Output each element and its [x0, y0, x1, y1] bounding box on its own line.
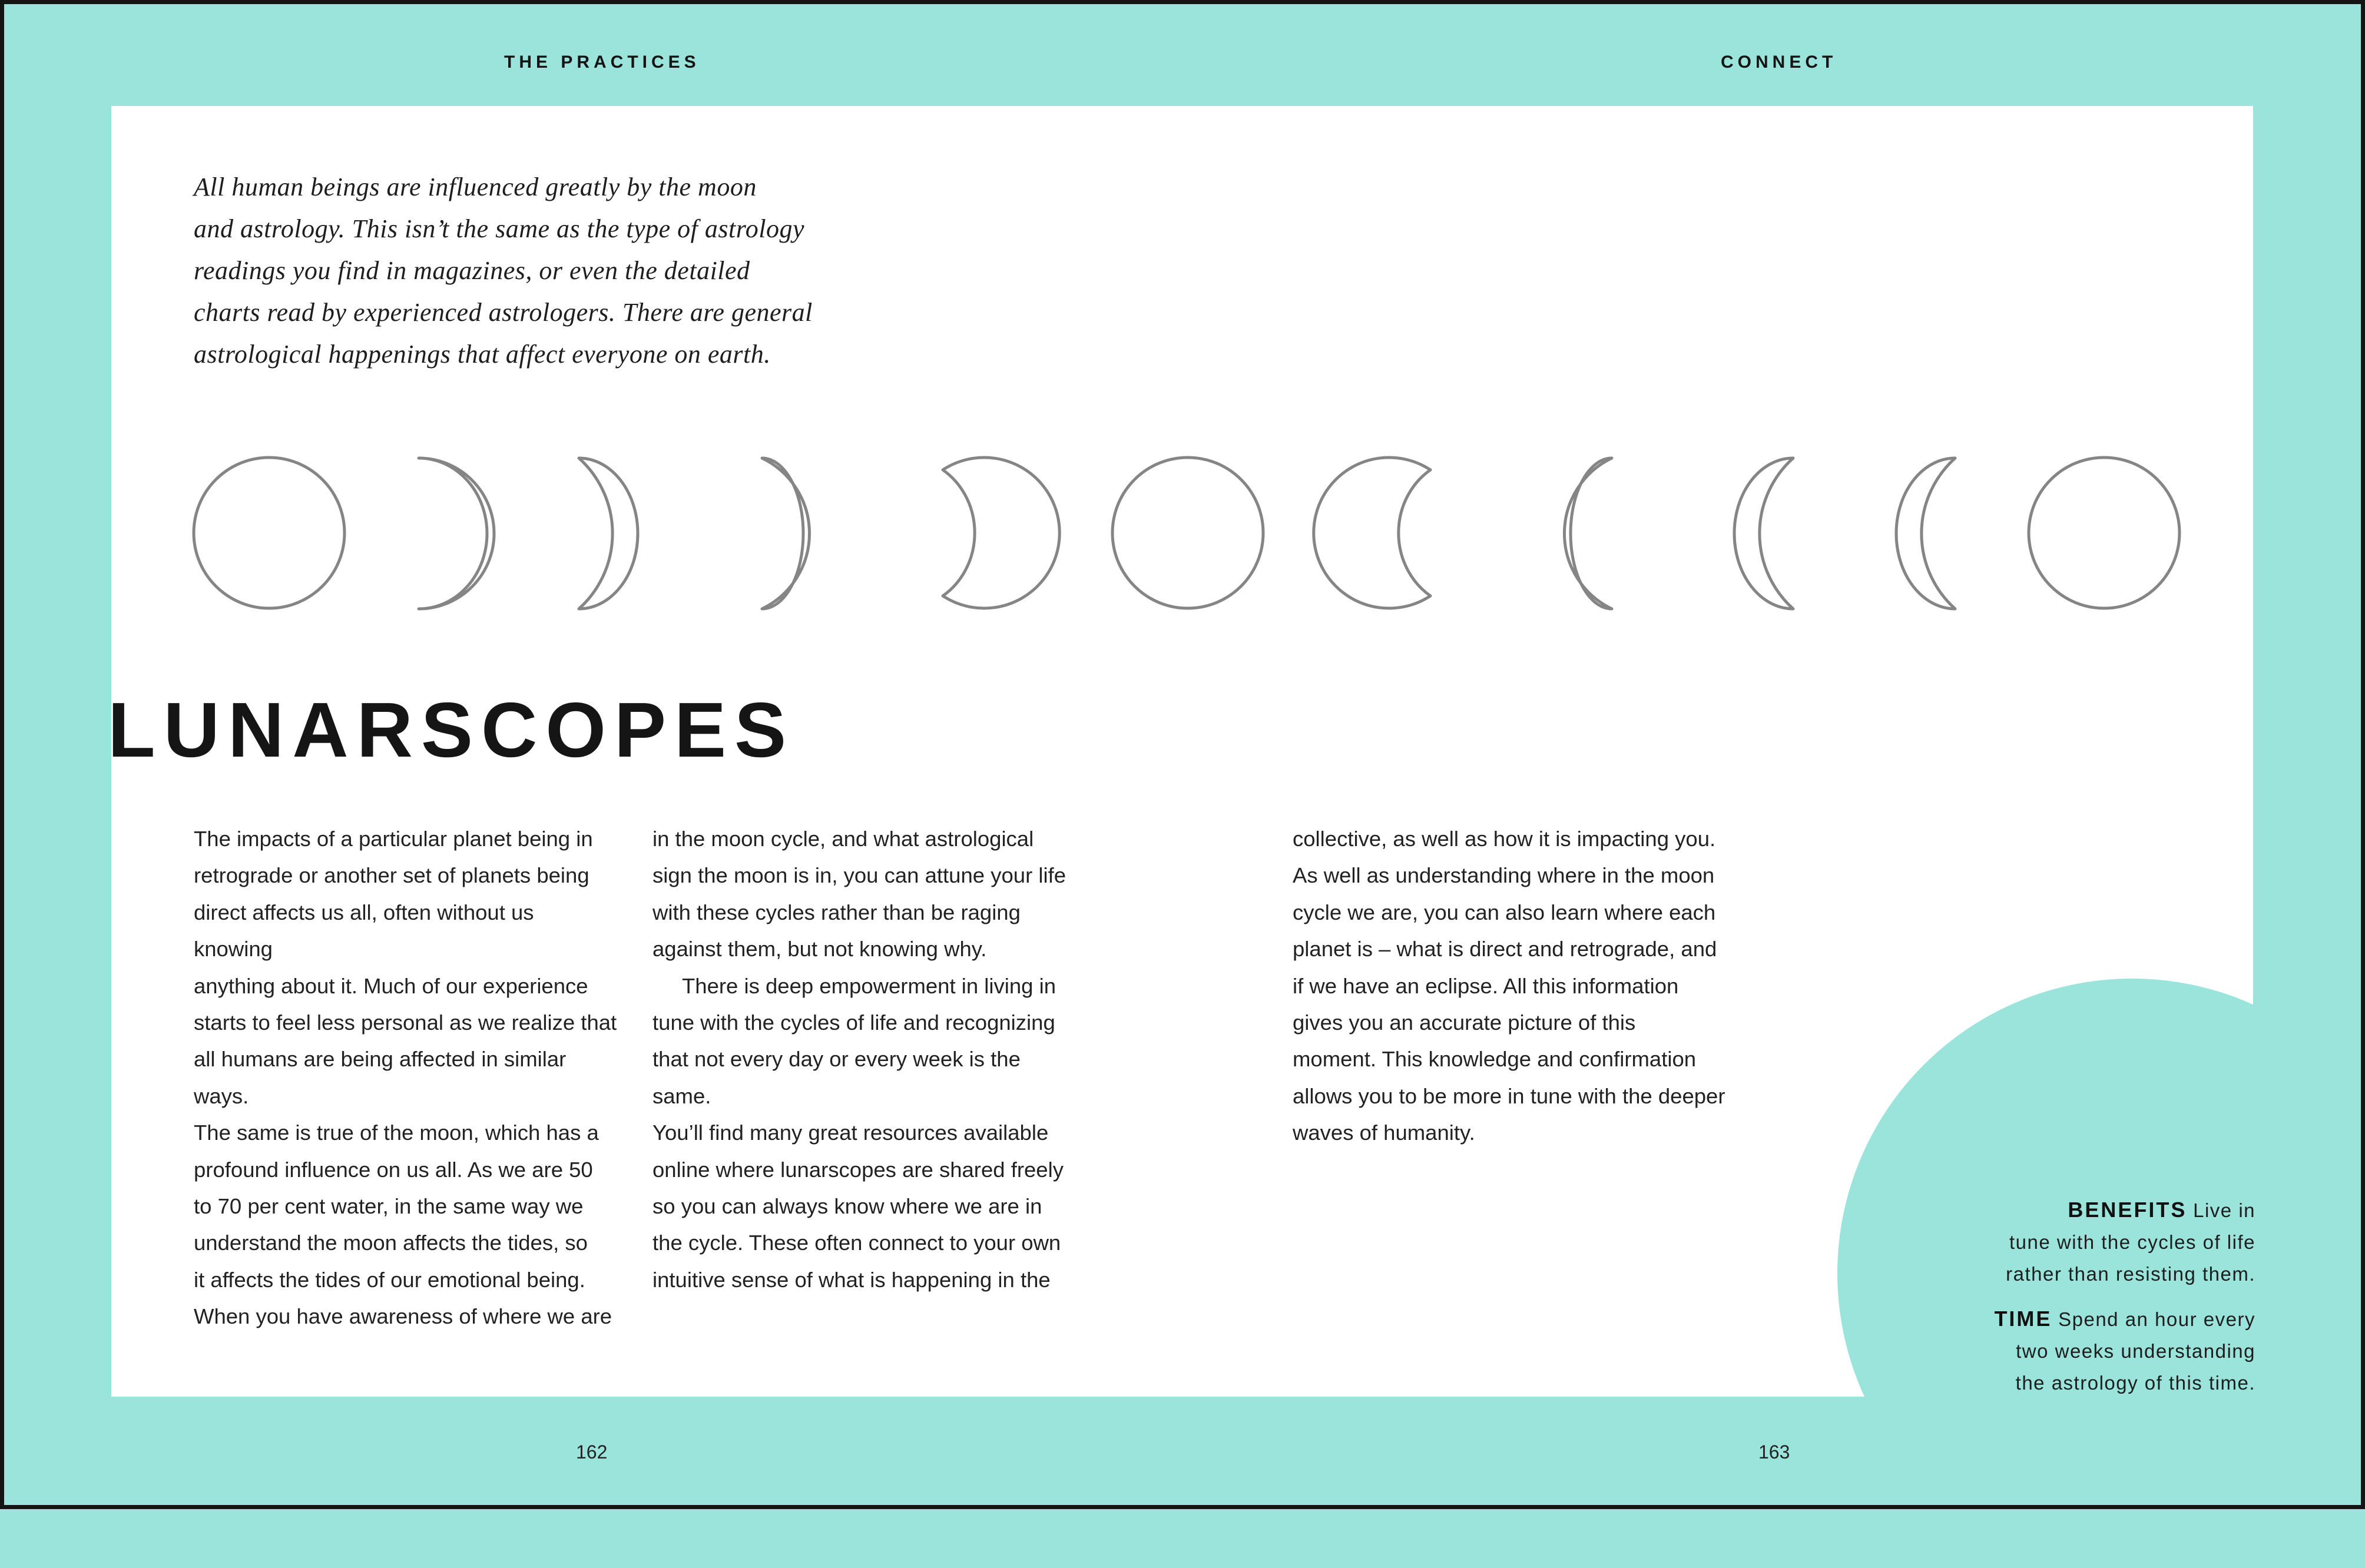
body-line: anything about it. Much of our experience	[194, 973, 588, 998]
body-line: all humans are being affected in similar ways.	[194, 1047, 567, 1108]
time-text: the astrology of this time.	[2015, 1372, 2255, 1394]
body-line: starts to feel less personal as we realize that	[194, 1010, 617, 1035]
time-label: TIME	[1994, 1307, 2052, 1331]
body-line: with these cycles rather than be raging	[652, 900, 1021, 924]
body-line: planet is – what is direct and retrograde, and	[1293, 937, 1717, 962]
body-line: gives you an accurate picture of this	[1293, 1010, 1636, 1035]
body-line: direct affects us all, often without us knowing	[194, 900, 534, 962]
body-line: the cycle. These often connect to your own	[652, 1231, 1061, 1255]
waxing-half-icon	[762, 458, 810, 609]
waning-crescent-icon	[1734, 458, 1793, 609]
waning-crescent-icon	[1896, 458, 1955, 609]
body-line: to 70 per cent water, in the same way we	[194, 1194, 584, 1219]
body-line: waves of humanity.	[1293, 1121, 1475, 1145]
body-column-3	[1293, 821, 1734, 1152]
body-column-2	[652, 821, 1082, 1298]
body-line: You’ll find many great resources available	[652, 1121, 1049, 1145]
benefits-text: rather than resisting them.	[2006, 1263, 2255, 1285]
waxing-crescent-icon	[419, 458, 494, 609]
full-moon-icon	[2029, 458, 2179, 608]
time-text: Spend an hour every	[2058, 1308, 2255, 1330]
body-line: if we have an eclipse. All this information	[1293, 973, 1679, 998]
body-line: collective, as well as how it is impacting you.	[1293, 827, 1716, 851]
body-line: it affects the tides of our emotional being.	[194, 1267, 585, 1292]
body-line: online where lunarscopes are shared freely	[652, 1157, 1064, 1182]
body-line: moment. This knowledge and confirmation	[1293, 1047, 1697, 1072]
benefits-label: BENEFITS	[2068, 1198, 2187, 1222]
running-head-right: CONNECT	[1721, 52, 1837, 72]
body-line: allows you to be more in tune with the deeper	[1293, 1083, 1725, 1108]
crescent-icon	[579, 458, 638, 609]
benefits-block	[1914, 1194, 2255, 1290]
body-line: The impacts of a particular planet being in	[194, 827, 593, 851]
body-column-1	[194, 821, 618, 1335]
sidebar-box	[1914, 1194, 2255, 1412]
body-line: tune with the cycles of life and recognizing	[652, 1010, 1055, 1035]
time-block	[1914, 1303, 2255, 1399]
body-line: When you have awareness of where we are	[194, 1304, 612, 1329]
body-line: The same is true of the moon, which has a	[194, 1121, 599, 1145]
benefits-text: tune with the cycles of life	[2009, 1231, 2255, 1253]
waning-half-icon	[1564, 458, 1612, 609]
body-line: retrograde or another set of planets being	[194, 863, 589, 888]
body-line: intuitive sense of what is happening in the	[652, 1267, 1051, 1292]
body-line: against them, but not knowing why.	[652, 937, 987, 962]
body-line: There is deep empowerment in living in	[682, 973, 1056, 998]
page-number-left: 162	[576, 1441, 608, 1463]
body-line: cycle we are, you can also learn where each	[1293, 900, 1716, 924]
intro-line: readings you find in magazines, or even the detailed	[194, 256, 750, 285]
full-moon-icon	[194, 458, 345, 608]
benefits-text: Live in	[2193, 1199, 2255, 1221]
page-number-right: 163	[1758, 1441, 1790, 1463]
intro-line: astrological happenings that affect everyone on earth.	[194, 340, 771, 369]
intro-line: All human beings are influenced greatly by the moon	[194, 173, 757, 201]
body-line: that not every day or every week is the same.	[652, 1047, 1021, 1108]
intro-line: charts read by experienced astrologers. There are general	[194, 298, 813, 327]
body-line: profound influence on us all. As we are 50	[194, 1157, 593, 1182]
full-moon-icon	[1112, 458, 1263, 608]
body-line: As well as understanding where in the moon	[1293, 863, 1715, 888]
waxing-gibbous-icon	[943, 458, 1059, 608]
running-head-left: THE PRACTICES	[504, 52, 700, 72]
body-line: sign the moon is in, you can attune your life	[652, 863, 1066, 888]
time-text: two weeks understanding	[2016, 1340, 2255, 1362]
waning-gibbous-icon	[1314, 458, 1430, 608]
intro-line: and astrology. This isn’t the same as the type of astrology	[194, 214, 804, 243]
body-line: understand the moon affects the tides, so	[194, 1231, 588, 1255]
body-line: in the moon cycle, and what astrological	[652, 827, 1034, 851]
body-line: so you can always know where we are in	[652, 1194, 1042, 1219]
page-title: LUNARSCOPES	[108, 687, 795, 773]
